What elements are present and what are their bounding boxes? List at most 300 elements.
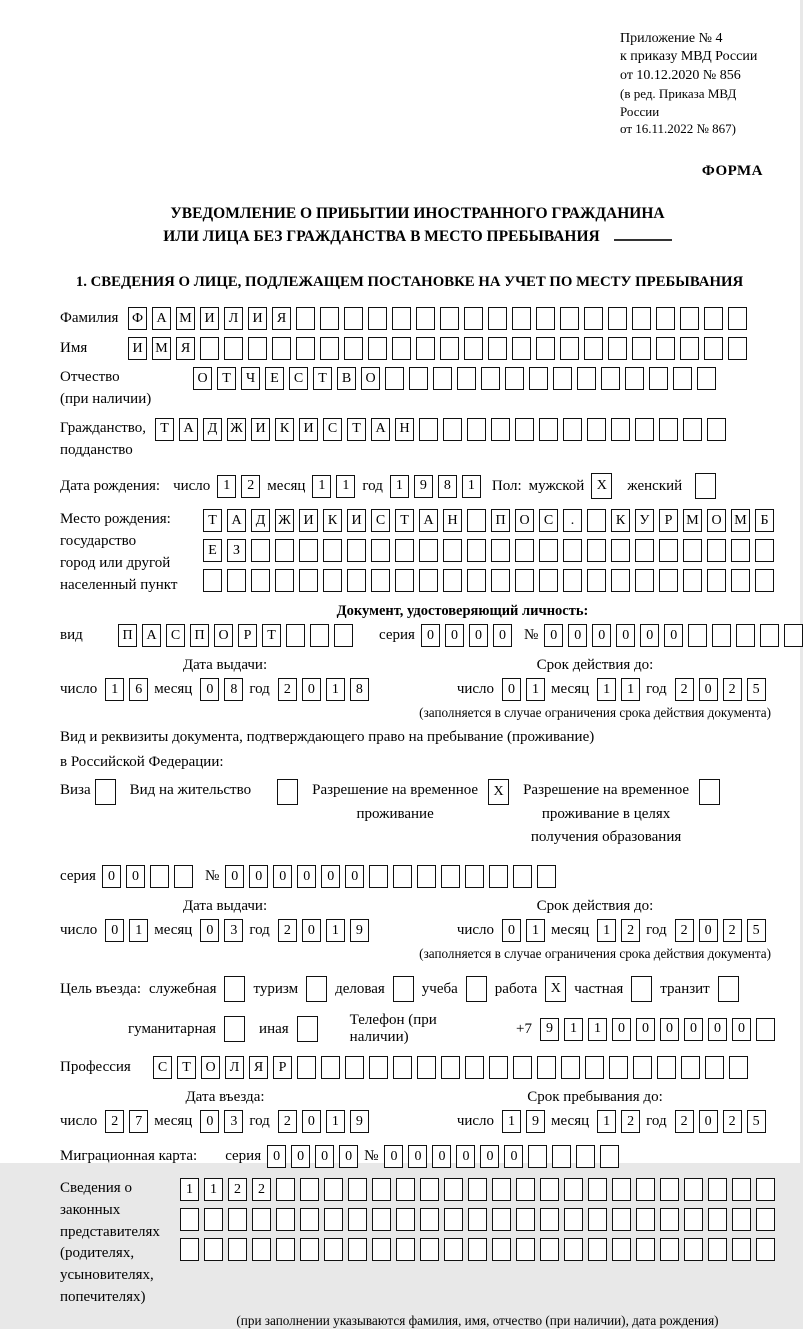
char-cell <box>275 569 294 592</box>
char-cell <box>539 539 558 562</box>
char-cell <box>513 1056 532 1079</box>
char-cell <box>756 1238 775 1261</box>
purpose-tourism-checkbox <box>306 976 327 1002</box>
residence-doc-label-1: Вид и реквизиты документа, подтверждающего право на пребывание (проживание) <box>60 729 595 746</box>
rvp-dates-row <box>60 919 775 942</box>
char-cell: 0 <box>297 865 316 888</box>
char-cell <box>732 1238 751 1261</box>
rvp-series-cells <box>102 865 193 888</box>
mig-number-cells <box>384 1145 619 1168</box>
representatives-cells-stack <box>180 1178 775 1329</box>
temp-residence-edu-checkbox <box>699 779 720 805</box>
char-cell <box>683 418 702 441</box>
char-cell: Т <box>313 367 332 390</box>
char-cell <box>529 367 548 390</box>
char-cell <box>420 1238 439 1261</box>
entry-year-cells <box>278 1110 369 1133</box>
phone-label: Телефон (при наличии) <box>349 1012 437 1046</box>
char-cell: Т <box>155 418 174 441</box>
rvp-valid-date-group: число 0 1 месяц 1 2 год 2 0 2 5 <box>457 919 766 942</box>
char-cell: 1 <box>129 919 148 942</box>
appendix-edit-line: от 16.11.2022 № 867) <box>620 120 737 136</box>
char-cell <box>224 337 243 360</box>
char-cell: 0 <box>544 624 563 647</box>
char-cell: 0 <box>267 1145 286 1168</box>
char-cell: 7 <box>129 1110 148 1133</box>
char-cell <box>393 1056 412 1079</box>
char-cell: И <box>200 307 219 330</box>
char-cell: 0 <box>636 1018 655 1041</box>
char-cell <box>275 539 294 562</box>
char-cell <box>150 865 169 888</box>
char-cell <box>252 1208 271 1231</box>
char-cell <box>587 418 606 441</box>
char-cell: 0 <box>432 1145 451 1168</box>
char-cell <box>491 569 510 592</box>
char-cell <box>633 1056 652 1079</box>
purpose-row-2 <box>60 1012 775 1046</box>
char-cell <box>344 307 363 330</box>
identity-doc-row <box>60 624 775 647</box>
char-cell <box>656 307 675 330</box>
char-cell <box>704 337 723 360</box>
section1-heading: 1. СВЕДЕНИЯ О ЛИЦЕ, ПОДЛЕЖАЩЕМ ПОСТАНОВКЕ НА УЧЕТ ПО МЕСТУ ПРЕБЫВАНИЯ <box>75 274 744 291</box>
char-cell <box>660 1208 679 1231</box>
char-cell: 2 <box>228 1178 247 1201</box>
char-cell: 2 <box>723 919 742 942</box>
char-cell <box>515 418 534 441</box>
char-cell <box>505 367 524 390</box>
surname-row <box>60 307 775 330</box>
char-cell: 0 <box>493 624 512 647</box>
name-label: Имя <box>60 340 88 357</box>
entry-date-header: Дата въезда: <box>185 1089 265 1106</box>
char-cell <box>248 337 267 360</box>
temp-residence-label: Разрешение на временное проживание <box>312 782 479 822</box>
char-cell: 2 <box>252 1178 271 1201</box>
birth-place-row1-cells <box>203 509 774 532</box>
char-cell: Ч <box>241 367 260 390</box>
char-cell: . <box>563 509 582 532</box>
forma-label: ФОРМА <box>701 162 763 179</box>
char-cell <box>492 1178 511 1201</box>
char-cell: К <box>275 418 294 441</box>
char-cell <box>516 1208 535 1231</box>
char-cell: 0 <box>291 1145 310 1168</box>
char-cell <box>659 569 678 592</box>
doc-valid-date-group: число 0 1 месяц 1 1 год 2 0 2 5 <box>457 678 766 701</box>
char-cell: 0 <box>302 1110 321 1133</box>
char-cell <box>732 1178 751 1201</box>
rvp-valid-until-header: Срок действия до: <box>536 898 654 915</box>
char-cell <box>467 509 486 532</box>
char-cell <box>632 307 651 330</box>
char-cell <box>467 569 486 592</box>
stay-day-cells <box>502 1110 545 1133</box>
char-cell <box>416 337 435 360</box>
char-cell: 0 <box>480 1145 499 1168</box>
char-cell <box>756 1018 775 1041</box>
char-cell <box>712 624 731 647</box>
stay-until-group: число 1 9 месяц 1 2 год 2 0 2 5 <box>457 1110 766 1133</box>
char-cell <box>252 1238 271 1261</box>
char-cell <box>704 307 723 330</box>
char-cell <box>560 337 579 360</box>
char-cell <box>457 367 476 390</box>
char-cell: У <box>635 509 654 532</box>
doc-issue-date-group: число 1 6 месяц 0 8 год 2 0 1 8 <box>60 678 369 701</box>
citizenship-label: Гражданство, подданство <box>60 419 147 458</box>
char-cell: И <box>128 337 147 360</box>
char-cell <box>684 1238 703 1261</box>
char-cell <box>680 337 699 360</box>
char-cell <box>612 1238 631 1261</box>
entry-date-group: число 2 7 месяц 0 3 год 2 0 1 9 <box>60 1110 369 1133</box>
rvp-issue-date-group: число 0 1 месяц 0 3 год 2 0 1 9 <box>60 919 369 942</box>
char-cell <box>656 337 675 360</box>
char-cell <box>393 865 412 888</box>
entry-dates-headers <box>60 1089 775 1106</box>
char-cell: Я <box>176 337 195 360</box>
char-cell <box>396 1178 415 1201</box>
char-cell <box>683 539 702 562</box>
char-cell: 1 <box>502 1110 521 1133</box>
char-cell <box>728 307 747 330</box>
char-cell <box>731 539 750 562</box>
char-cell: Т <box>262 624 281 647</box>
char-cell: 0 <box>273 865 292 888</box>
char-cell: 0 <box>502 919 521 942</box>
char-cell <box>492 1238 511 1261</box>
title-blank-underline <box>614 239 672 241</box>
char-cell <box>659 418 678 441</box>
char-cell <box>680 307 699 330</box>
char-cell <box>321 1056 340 1079</box>
char-cell <box>611 569 630 592</box>
char-cell <box>440 307 459 330</box>
representatives-row2-cells <box>180 1208 775 1231</box>
char-cell <box>276 1178 295 1201</box>
char-cell: 0 <box>612 1018 631 1041</box>
char-cell: 8 <box>350 678 369 701</box>
birth-place-row3-cells <box>203 569 774 592</box>
patronymic-label: Отчество (при наличии) <box>60 369 152 408</box>
char-cell <box>516 1238 535 1261</box>
char-cell <box>420 1208 439 1231</box>
purpose-humanitarian-label: гуманитарная <box>128 1020 217 1037</box>
char-cell: П <box>491 509 510 532</box>
char-cell <box>552 1145 571 1168</box>
purpose-row-1 <box>60 976 775 1002</box>
char-cell: М <box>176 307 195 330</box>
char-cell <box>673 367 692 390</box>
char-cell <box>492 1208 511 1231</box>
char-cell <box>204 1208 223 1231</box>
char-cell <box>705 1056 724 1079</box>
char-cell <box>468 1238 487 1261</box>
char-cell: В <box>337 367 356 390</box>
char-cell <box>660 1178 679 1201</box>
char-cell <box>491 418 510 441</box>
purpose-work-checkbox <box>545 976 566 1002</box>
char-cell: 2 <box>278 919 297 942</box>
char-cell <box>433 367 452 390</box>
char-cell: 0 <box>200 919 219 942</box>
char-cell <box>392 337 411 360</box>
char-cell <box>564 1238 583 1261</box>
char-cell <box>444 1238 463 1261</box>
rvp-valid-day-cells <box>502 919 545 942</box>
char-cell <box>347 539 366 562</box>
char-cell: 1 <box>105 678 124 701</box>
purpose-private-checkbox <box>631 976 652 1002</box>
sex-female-checkbox <box>695 473 716 499</box>
char-cell <box>348 1208 367 1231</box>
char-cell <box>224 1016 245 1042</box>
char-cell <box>564 1208 583 1231</box>
char-cell: 0 <box>699 1110 718 1133</box>
char-cell <box>224 976 245 1002</box>
rvp-valid-month-cells <box>597 919 640 942</box>
char-cell <box>440 337 459 360</box>
char-cell <box>608 307 627 330</box>
doc-number-sign: № <box>523 627 539 644</box>
char-cell: 0 <box>592 624 611 647</box>
char-cell: Ф <box>128 307 147 330</box>
char-cell: Я <box>249 1056 268 1079</box>
char-cell <box>465 1056 484 1079</box>
char-cell: 0 <box>421 624 440 647</box>
char-cell <box>444 1178 463 1201</box>
char-cell: Р <box>238 624 257 647</box>
char-cell: 5 <box>747 678 766 701</box>
char-cell <box>537 1056 556 1079</box>
char-cell: Д <box>203 418 222 441</box>
char-cell: И <box>299 418 318 441</box>
char-cell: Т <box>395 509 414 532</box>
birth-place-label: Место рождения: государство город или другой населенный пункт <box>60 511 178 593</box>
char-cell <box>228 1238 247 1261</box>
char-cell <box>368 307 387 330</box>
char-cell: 3 <box>224 1110 243 1133</box>
char-cell: 9 <box>526 1110 545 1133</box>
char-cell <box>600 1145 619 1168</box>
char-cell <box>784 624 803 647</box>
char-cell <box>468 1208 487 1231</box>
stay-year-cells <box>675 1110 766 1133</box>
char-cell <box>409 367 428 390</box>
char-cell <box>467 418 486 441</box>
char-cell: 3 <box>224 919 243 942</box>
char-cell: 0 <box>339 1145 358 1168</box>
char-cell <box>276 1208 295 1231</box>
char-cell: И <box>251 418 270 441</box>
name-row <box>60 337 775 360</box>
char-cell <box>577 367 596 390</box>
residence-permit-checkbox <box>277 779 298 805</box>
appendix-line: Приложение № 4 <box>620 31 723 46</box>
temp-residence-option <box>312 779 509 826</box>
char-cell: А <box>227 509 246 532</box>
char-cell: 0 <box>616 624 635 647</box>
representatives-row1-cells <box>180 1178 775 1201</box>
char-cell <box>564 1178 583 1201</box>
birth-place-row2-cells <box>203 539 774 562</box>
purpose-transit-label: транзит <box>660 980 710 997</box>
purpose-work-label: работа <box>494 980 538 997</box>
char-cell: 2 <box>278 1110 297 1133</box>
char-cell <box>468 1178 487 1201</box>
char-cell <box>736 624 755 647</box>
char-cell <box>419 418 438 441</box>
char-cell: 6 <box>129 678 148 701</box>
char-cell <box>708 1238 727 1261</box>
char-cell <box>204 1238 223 1261</box>
char-cell: 9 <box>540 1018 559 1041</box>
char-cell: 0 <box>249 865 268 888</box>
char-cell <box>334 624 353 647</box>
char-cell: 2 <box>278 678 297 701</box>
char-cell <box>729 1056 748 1079</box>
char-cell: О <box>214 624 233 647</box>
char-cell <box>584 307 603 330</box>
char-cell <box>277 779 298 805</box>
rvp-issue-year-cells <box>278 919 369 942</box>
char-cell <box>320 307 339 330</box>
birth-date-row <box>60 473 775 499</box>
char-cell <box>371 569 390 592</box>
char-cell <box>441 865 460 888</box>
visa-checkbox <box>95 779 116 805</box>
char-cell: 0 <box>408 1145 427 1168</box>
char-cell: 0 <box>504 1145 523 1168</box>
char-cell <box>466 976 487 1002</box>
char-cell: С <box>166 624 185 647</box>
char-cell: 0 <box>126 865 145 888</box>
char-cell <box>608 337 627 360</box>
char-cell <box>296 337 315 360</box>
representatives-label: Сведения о законных представителях (родителях, усыновителях, попечителях) <box>60 1180 160 1305</box>
char-cell <box>584 337 603 360</box>
char-cell: 8 <box>438 475 457 498</box>
char-cell: А <box>371 418 390 441</box>
purpose-study-checkbox <box>466 976 487 1002</box>
char-cell: X <box>488 779 509 805</box>
char-cell: О <box>193 367 212 390</box>
char-cell <box>372 1238 391 1261</box>
doc-type-label: вид <box>60 627 83 644</box>
char-cell <box>324 1208 343 1231</box>
char-cell <box>540 1178 559 1201</box>
char-cell <box>368 337 387 360</box>
residence-permit-option <box>130 779 298 805</box>
appendix-line: к приказу МВД России <box>620 49 758 65</box>
rvp-issue-date-header: Дата выдачи: <box>182 898 268 915</box>
profession-cells <box>153 1056 748 1079</box>
char-cell <box>300 1238 319 1261</box>
char-cell <box>200 337 219 360</box>
representatives-row3-cells <box>180 1238 775 1261</box>
char-cell: 2 <box>723 678 742 701</box>
char-cell: С <box>539 509 558 532</box>
doc-dates-headers <box>60 657 775 674</box>
char-cell <box>512 337 531 360</box>
char-cell: Д <box>251 509 270 532</box>
char-cell <box>300 1178 319 1201</box>
char-cell <box>393 976 414 1002</box>
char-cell <box>227 569 246 592</box>
char-cell <box>588 1208 607 1231</box>
doc-issue-year-cells <box>278 678 369 701</box>
char-cell <box>631 976 652 1002</box>
year-label: год <box>362 477 383 494</box>
char-cell <box>612 1178 631 1201</box>
char-cell: 2 <box>105 1110 124 1133</box>
char-cell: И <box>347 509 366 532</box>
purpose-humanitarian-checkbox <box>224 1016 245 1042</box>
char-cell <box>632 337 651 360</box>
rvp-issue-day-cells <box>105 919 148 942</box>
char-cell <box>576 1145 595 1168</box>
char-cell <box>323 569 342 592</box>
rvp-series-label: серия <box>60 868 96 885</box>
appendix-line: от 10.12.2020 № 856 <box>620 67 741 83</box>
char-cell <box>587 569 606 592</box>
char-cell: 0 <box>660 1018 679 1041</box>
char-cell <box>297 1056 316 1079</box>
char-cell <box>636 1208 655 1231</box>
char-cell <box>635 539 654 562</box>
char-cell <box>272 337 291 360</box>
doc-number-cells <box>544 624 803 647</box>
char-cell: 9 <box>414 475 433 498</box>
char-cell <box>563 418 582 441</box>
char-cell <box>372 1208 391 1231</box>
char-cell: С <box>371 509 390 532</box>
char-cell: 9 <box>350 919 369 942</box>
char-cell <box>528 1145 547 1168</box>
char-cell: С <box>323 418 342 441</box>
char-cell <box>464 307 483 330</box>
char-cell <box>395 569 414 592</box>
char-cell <box>563 539 582 562</box>
char-cell <box>561 1056 580 1079</box>
char-cell <box>299 539 318 562</box>
char-cell: 2 <box>621 919 640 942</box>
char-cell <box>296 307 315 330</box>
char-cell <box>444 1208 463 1231</box>
purpose-other-label: иная <box>259 1020 289 1037</box>
char-cell: 1 <box>312 475 331 498</box>
char-cell: 1 <box>597 919 616 942</box>
doc-valid-month-cells <box>597 678 640 701</box>
char-cell: А <box>152 307 171 330</box>
char-cell <box>443 539 462 562</box>
birth-date-label: Дата рождения: <box>60 477 161 494</box>
char-cell: 0 <box>708 1018 727 1041</box>
birth-year-cells <box>390 475 481 498</box>
temp-residence-checkbox <box>488 779 509 805</box>
char-cell <box>755 539 774 562</box>
char-cell: Р <box>659 509 678 532</box>
char-cell <box>416 307 435 330</box>
char-cell <box>419 539 438 562</box>
char-cell <box>588 1238 607 1261</box>
purpose-private-label: частная <box>574 980 624 997</box>
char-cell: 1 <box>204 1178 223 1201</box>
representatives-note: (при заполнении указываются фамилия, имя, отчество (при наличии), дата рождения) <box>236 1313 719 1329</box>
char-cell <box>585 1056 604 1079</box>
